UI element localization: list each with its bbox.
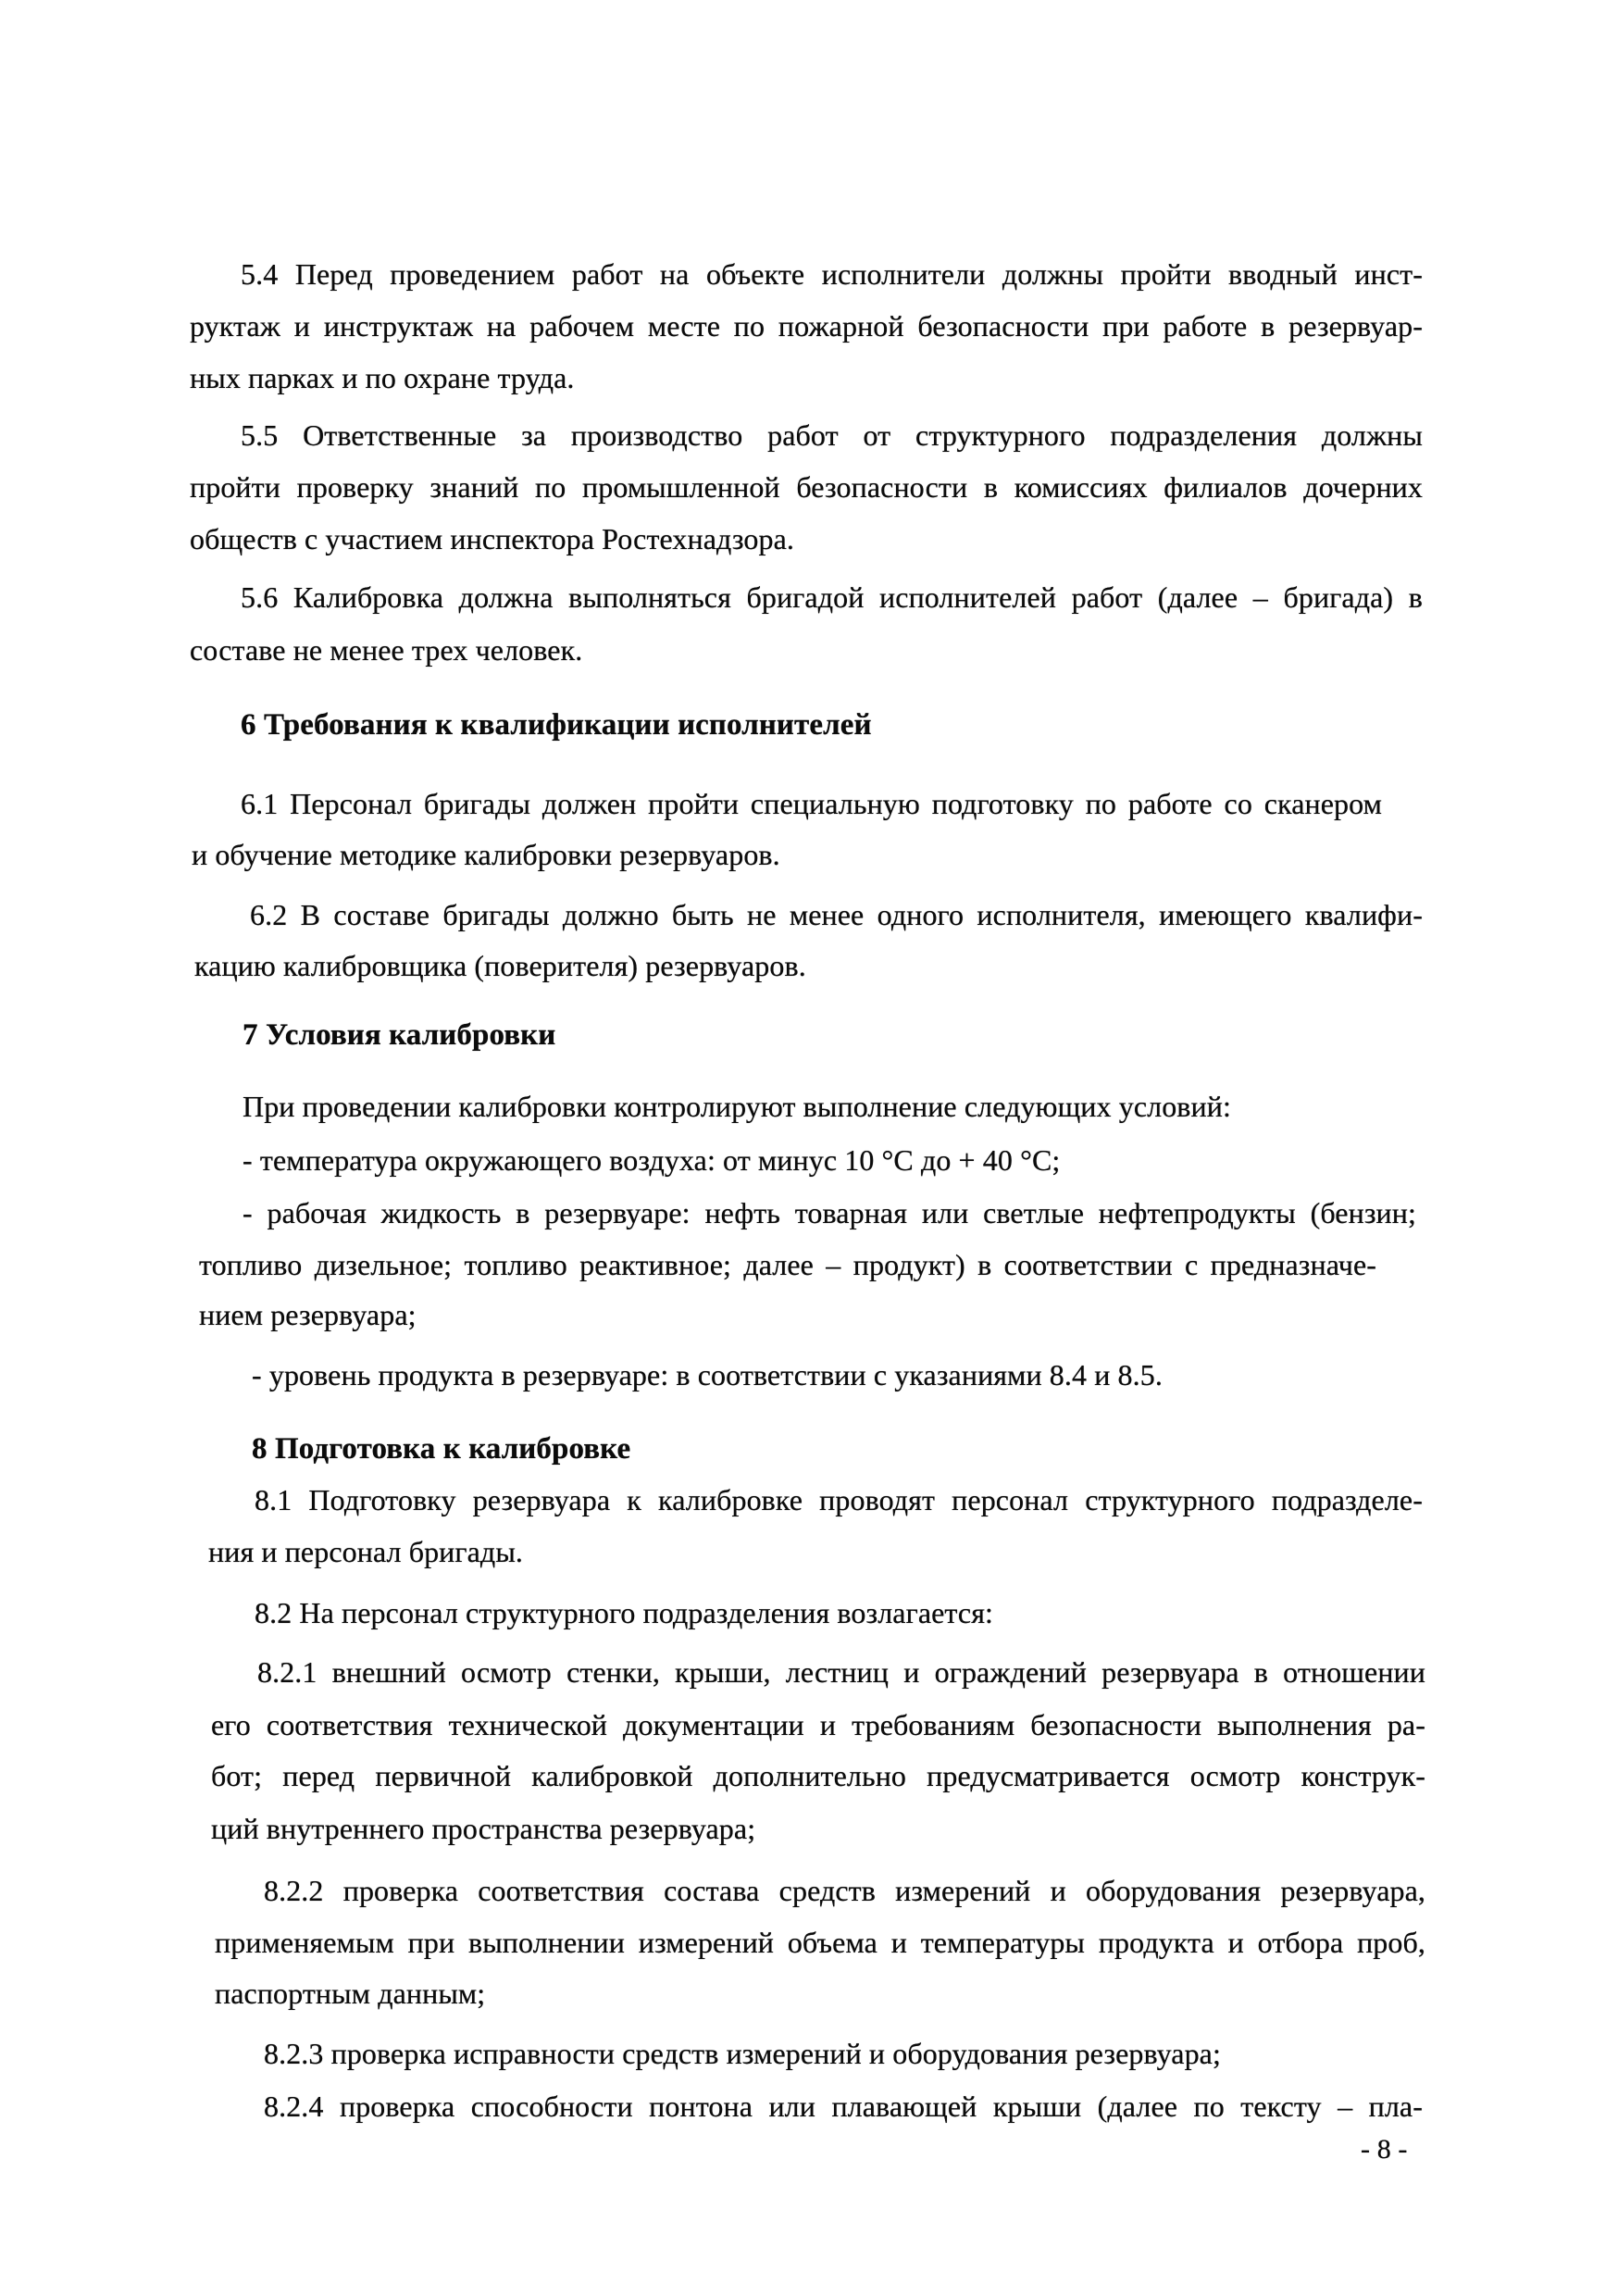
p5-4-line-2: руктаж и инструктаж на рабочем месте по пожарной безопасности при работе в резервуар- — [190, 309, 1423, 343]
p8-2-1-line-4: ций внутреннего пространства резервуара; — [211, 1812, 756, 1845]
p5-6-line-2: составе не менее трех человек. — [190, 633, 583, 667]
section-7-intro: При проведении калибровки контролируют выполнение следующих условий: — [243, 1090, 1231, 1123]
condition-liquid-line-2: топливо дизельное; топливо реактивное; далее – продукт) в соответствии с предназначе- — [199, 1248, 1376, 1281]
p8-1-line-2: ния и персонал бригады. — [208, 1535, 524, 1568]
p5-4-line-3: ных парках и по охране труда. — [190, 361, 575, 394]
p6-2-line-2: кацию калибровщика (поверителя) резервуаров. — [194, 949, 806, 982]
p8-2-3: 8.2.3 проверка исправности средств измерений и оборудования резервуара; — [264, 2037, 1221, 2070]
p8-2-2-line-1: 8.2.2 проверка соответствия состава средств измерений и оборудования резервуара, — [264, 1874, 1425, 1907]
p5-5-line-2: пройти проверку знаний по промышленной безопасности в комиссиях филиалов дочерних — [190, 470, 1423, 504]
p8-1-line-1: 8.1 Подготовку резервуара к калибровке проводят персонал структурного подразделе- — [255, 1483, 1423, 1516]
p8-2: 8.2 На персонал структурного подразделения возлагается: — [255, 1596, 994, 1629]
p8-2-4-line-1: 8.2.4 проверка способности понтона или плавающей крыши (далее по тексту – пла- — [264, 2090, 1423, 2123]
p8-2-1-line-1: 8.2.1 внешний осмотр стенки, крыши, лестниц и ограждений резервуара в отношении — [257, 1655, 1425, 1689]
p6-1-line-2: и обучение методике калибровки резервуаров. — [192, 838, 780, 871]
p6-1-line-1: 6.1 Персонал бригады должен пройти специальную подготовку по работе со сканером — [241, 787, 1382, 820]
p8-2-2-line-2: применяемым при выполнении измерений объема и температуры продукта и отбора проб, — [215, 1926, 1425, 1959]
condition-liquid-line-3: нием резервуара; — [199, 1298, 417, 1331]
p5-6-line-1: 5.6 Калибровка должна выполняться бригадой исполнителей работ (далее – бригада) в — [241, 580, 1423, 614]
p5-5-line-1: 5.5 Ответственные за производство работ от структурного подразделения должны — [241, 418, 1423, 452]
page-number: - 8 - — [1361, 2134, 1408, 2165]
condition-temperature: - температура окружающего воздуха: от минус 10 °С до + 40 °С; — [243, 1143, 1061, 1177]
condition-liquid-line-1: - рабочая жидкость в резервуаре: нефть товарная или светлые нефтепродукты (бензин; — [243, 1196, 1416, 1229]
p5-5-line-3: обществ с участием инспектора Ростехнадзора. — [190, 522, 794, 555]
p5-4-line-1: 5.4 Перед проведением работ на объекте исполнители должны пройти вводный инст- — [241, 257, 1423, 291]
section-6-heading: 6 Требования к квалификации исполнителей — [241, 708, 872, 742]
condition-level: - уровень продукта в резервуаре: в соответствии с указаниями 8.4 и 8.5. — [252, 1358, 1163, 1391]
p6-2-line-1: 6.2 В составе бригады должно быть не менее одного исполнителя, имеющего квалифи- — [250, 898, 1423, 931]
section-8-heading: 8 Подготовка к калибровке — [252, 1432, 631, 1466]
p8-2-1-line-2: его соответствия технической документации и требованиям безопасности выполнения ра- — [211, 1708, 1425, 1741]
p8-2-1-line-3: бот; перед первичной калибровкой дополнительно предусматривается осмотр конструк- — [211, 1759, 1425, 1792]
p8-2-2-line-3: паспортным данным; — [215, 1977, 486, 2010]
section-7-heading: 7 Условия калибровки — [243, 1018, 556, 1052]
